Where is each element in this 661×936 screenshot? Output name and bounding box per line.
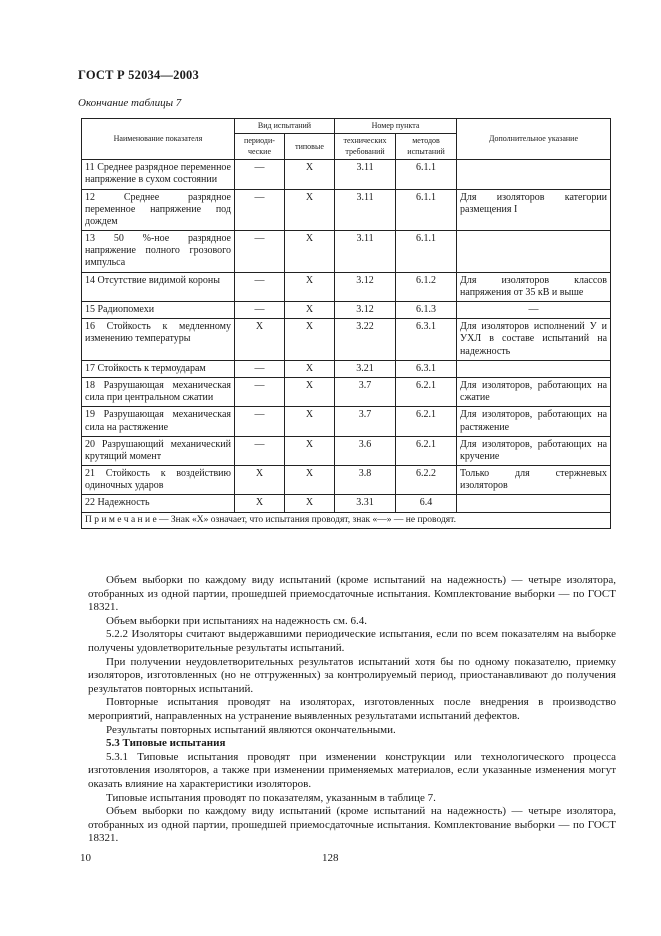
page-number-left: 10 — [80, 852, 91, 864]
cell-name: 12 Среднее разрядное переменное напряжение под дождем — [82, 189, 235, 231]
table-row — [82, 319, 611, 361]
cell-tech: 3.7 — [335, 377, 396, 406]
cell-tech: 3.11 — [335, 189, 396, 231]
cell-method: 6.2.1 — [396, 407, 457, 436]
cell-type: X — [285, 436, 335, 465]
cell-tech: 3.11 — [335, 160, 396, 189]
cell-method: 6.4 — [396, 495, 457, 512]
cell-extra: Для изоляторов, работающих на кручение — [457, 436, 611, 465]
cell-periodic: — — [235, 302, 285, 319]
cell-extra: Для изоляторов исполнений У и УХЛ в составе испытаний на надежность — [457, 319, 611, 361]
col-header-point: Номер пункта — [335, 119, 457, 134]
cell-extra: Для изоляторов категории размещения I — [457, 189, 611, 231]
paragraph: 5.2.2 Изоляторы считают выдержавшими периодические испытания, если по всем показателям на выборке получены удовлетворительные результаты испытаний. — [88, 628, 616, 654]
table-row — [82, 302, 611, 319]
cell-name: 16 Стойкость к медленному изменению температуры — [82, 319, 235, 361]
section-heading: 5.3 Типовые испытания — [106, 737, 226, 750]
cell-name: 20 Разрушающий механический крутящий момент — [82, 436, 235, 465]
col-header-kind: Вид испытаний — [235, 119, 335, 134]
cell-periodic: — — [235, 360, 285, 377]
col-header-method: методов испытаний — [396, 134, 457, 160]
cell-extra — [457, 231, 611, 273]
cell-type: X — [285, 272, 335, 301]
table-row — [82, 407, 611, 436]
paragraph: Объем выборки по каждому виду испытаний (кроме испытаний на надежность) — четыре изолятора, отобранных из одной партии, прошедшей приемосдаточные испытания. Комплектование выборки — по ГОСТ 18321. — [88, 574, 616, 614]
cell-name: 14 Отсутствие видимой короны — [82, 272, 235, 301]
cell-type: X — [285, 302, 335, 319]
cell-method: 6.1.1 — [396, 160, 457, 189]
col-header-extra: Дополнительное указание — [457, 119, 611, 160]
paragraph: Объем выборки по каждому виду испытаний (кроме испытаний на надежность) — четыре изолятора, отобранных из одной партии, прошедшей приемосдаточные испытания. Комплектование выборки — по ГОСТ 18321. — [88, 805, 616, 845]
tests-table — [81, 118, 611, 529]
cell-periodic: — — [235, 436, 285, 465]
col-header-name: Наименование показателя — [82, 119, 235, 160]
col-header-tech: технических требований — [335, 134, 396, 160]
cell-method: 6.2.1 — [396, 377, 457, 406]
cell-extra — [457, 160, 611, 189]
paragraph: Результаты повторных испытаний являются окончательными. — [106, 723, 396, 736]
cell-method: 6.2.1 — [396, 436, 457, 465]
cell-type: X — [285, 377, 335, 406]
document-header: ГОСТ Р 52034—2003 — [78, 68, 199, 82]
cell-method: 6.3.1 — [396, 319, 457, 361]
cell-name: 15 Радиопомехи — [82, 302, 235, 319]
col-header-type: типовые — [285, 134, 335, 160]
cell-extra — [457, 495, 611, 512]
cell-tech: 3.12 — [335, 302, 396, 319]
cell-tech: 3.7 — [335, 407, 396, 436]
page-number-center: 128 — [322, 852, 339, 864]
cell-extra: Только для стержневых изоляторов — [457, 466, 611, 495]
table-note: П р и м е ч а н и е — Знак «Х» означает, что испытания проводят, знак «—» — не проводят. — [82, 512, 611, 529]
cell-method: 6.1.1 — [396, 189, 457, 231]
cell-type: X — [285, 466, 335, 495]
cell-periodic: X — [235, 495, 285, 512]
paragraph: Объем выборки при испытаниях на надежность см. 6.4. — [106, 614, 368, 627]
cell-tech: 3.22 — [335, 319, 396, 361]
paragraph: Типовые испытания проводят по показателям, указанным в таблице 7. — [106, 791, 436, 804]
cell-extra: — — [457, 302, 611, 319]
cell-periodic: — — [235, 407, 285, 436]
cell-tech: 3.11 — [335, 231, 396, 273]
cell-periodic: X — [235, 466, 285, 495]
table-caption: Окончание таблицы 7 — [78, 97, 182, 109]
cell-method: 6.1.3 — [396, 302, 457, 319]
cell-type: X — [285, 189, 335, 231]
cell-type: X — [285, 231, 335, 273]
cell-method: 6.2.2 — [396, 466, 457, 495]
cell-type: X — [285, 319, 335, 361]
cell-name: 11 Среднее разрядное переменное напряжение в сухом состоянии — [82, 160, 235, 189]
table-row — [82, 160, 611, 189]
cell-extra: Для изоляторов, работающих на растяжение — [457, 407, 611, 436]
table-row — [82, 189, 611, 231]
cell-tech: 3.12 — [335, 272, 396, 301]
cell-periodic: — — [235, 377, 285, 406]
paragraph: При получении неудовлетворительных результатов испытаний хотя бы по одному показателю, приемку изоляторов, изготовленных (но не отгруженных) за контролируемый период, приостанавливают до получения результатов повторных испытаний. — [88, 655, 616, 695]
cell-periodic: X — [235, 319, 285, 361]
cell-tech: 3.6 — [335, 436, 396, 465]
cell-extra — [457, 360, 611, 377]
table-row — [82, 377, 611, 406]
body-text — [88, 574, 616, 846]
table-row — [82, 436, 611, 465]
cell-periodic: — — [235, 272, 285, 301]
cell-periodic: — — [235, 231, 285, 273]
cell-name: 19 Разрушающая механическая сила на растяжение — [82, 407, 235, 436]
cell-tech: 3.8 — [335, 466, 396, 495]
table-row — [82, 272, 611, 301]
cell-extra: Для изоляторов, работающих на сжатие — [457, 377, 611, 406]
cell-type: X — [285, 407, 335, 436]
cell-tech: 3.31 — [335, 495, 396, 512]
cell-method: 6.1.2 — [396, 272, 457, 301]
cell-method: 6.3.1 — [396, 360, 457, 377]
col-header-periodic: периоди-ческие — [235, 134, 285, 160]
table-row — [82, 231, 611, 273]
table-row — [82, 466, 611, 495]
cell-extra: Для изоляторов классов напряжения от 35 кВ и выше — [457, 272, 611, 301]
cell-type: X — [285, 360, 335, 377]
cell-periodic: — — [235, 189, 285, 231]
cell-name: 22 Надежность — [82, 495, 235, 512]
cell-tech: 3.21 — [335, 360, 396, 377]
cell-name: 17 Стойкость к термоударам — [82, 360, 235, 377]
cell-name: 18 Разрушающая механическая сила при центральном сжатии — [82, 377, 235, 406]
cell-type: X — [285, 160, 335, 189]
cell-method: 6.1.1 — [396, 231, 457, 273]
table-row — [82, 495, 611, 512]
cell-type: X — [285, 495, 335, 512]
cell-periodic: — — [235, 160, 285, 189]
table-row — [82, 360, 611, 377]
cell-name: 21 Стойкость к воздействию одиночных ударов — [82, 466, 235, 495]
paragraph: Повторные испытания проводят на изоляторах, изготовленных после внедрения в производство мероприятий, направленных на устранение выявленных результатами испытаний дефектов. — [88, 696, 616, 722]
cell-name: 13 50 %-ное разрядное напряжение полного грозового импульса — [82, 231, 235, 273]
paragraph: 5.3.1 Типовые испытания проводят при изменении конструкции или технологического процесса изготовления изоляторов, а также при изменении применяемых материалов, если указанные изменения могут оказать влияние на характеристики изоляторов. — [88, 750, 616, 790]
